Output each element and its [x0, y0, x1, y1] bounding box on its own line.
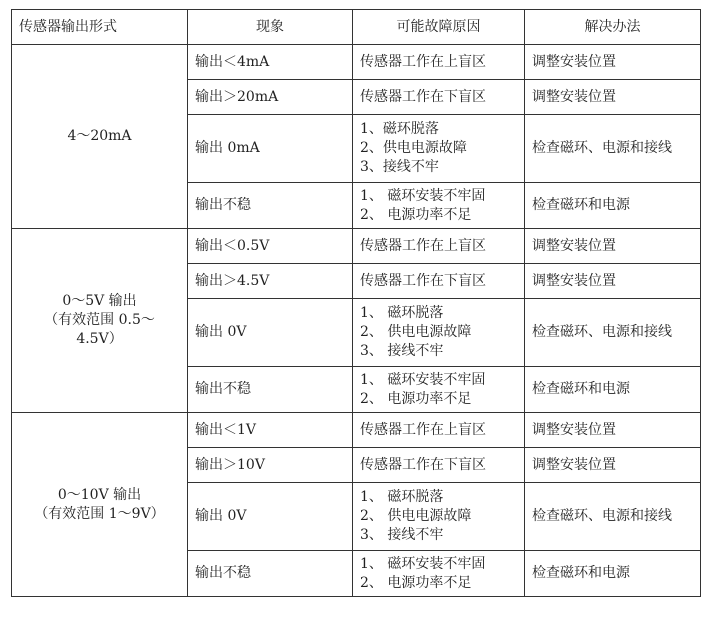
cause-cell: [353, 367, 525, 413]
solution-cell: 调整安装位置: [525, 80, 701, 115]
phenomenon-cell: 输出不稳: [188, 367, 353, 413]
troubleshooting-table: [11, 9, 701, 597]
output-type-line: （有效范围 1～9V）: [34, 505, 165, 522]
solution-cell: 调整安装位置: [525, 45, 701, 80]
cause-cell: [353, 483, 525, 551]
phenomenon-cell: 输出 0V: [188, 299, 353, 367]
phenomenon-cell: 输出＞4.5V: [188, 264, 353, 299]
cause-line: 1、 磁环脱落: [360, 305, 444, 321]
phenomenon-cell: 输出 0V: [188, 483, 353, 551]
solution-cell: 检查磁环和电源: [525, 183, 701, 229]
table-row: [12, 229, 701, 264]
solution-cell: 调整安装位置: [525, 413, 701, 448]
cause-line: 传感器工作在上盲区: [360, 237, 486, 254]
phenomenon-cell: 输出＜4mA: [188, 45, 353, 80]
cause-line: 传感器工作在下盲区: [360, 456, 486, 473]
phenomenon-cell: 输出＞10V: [188, 448, 353, 483]
cause-line: 1、 磁环安装不牢固: [360, 371, 486, 388]
solution-cell: 检查磁环和电源: [525, 367, 701, 413]
output-type-line: 0～5V 输出: [62, 293, 137, 309]
output-type-cell: [12, 45, 188, 229]
cause-line: 3、接线不牢: [360, 159, 439, 175]
solution-cell: 检查磁环、电源和接线: [525, 299, 701, 367]
header-solution: 解决办法: [525, 10, 701, 45]
table-body: [12, 45, 701, 597]
cause-line: 传感器工作在上盲区: [360, 53, 486, 70]
header-output-type: 传感器输出形式: [12, 10, 188, 45]
cause-cell: [353, 448, 525, 483]
cause-cell: [353, 551, 525, 597]
cause-line: 3、 接线不牢: [360, 527, 444, 543]
cause-line: 1、 磁环脱落: [360, 489, 444, 505]
cause-line: 2、 电源功率不足: [360, 574, 472, 591]
cause-cell: [353, 80, 525, 115]
header-possible-cause: 可能故障原因: [353, 10, 525, 45]
solution-cell: 检查磁环和电源: [525, 551, 701, 597]
cause-line: 传感器工作在上盲区: [360, 421, 486, 438]
phenomenon-cell: 输出不稳: [188, 551, 353, 597]
cause-line: 2、供电电源故障: [360, 140, 467, 156]
header-row: [12, 10, 701, 45]
phenomenon-cell: 输出不稳: [188, 183, 353, 229]
solution-cell: 调整安装位置: [525, 264, 701, 299]
cause-cell: [353, 115, 525, 183]
solution-cell: 调整安装位置: [525, 448, 701, 483]
cause-line: 3、 接线不牢: [360, 343, 444, 359]
phenomenon-cell: 输出＞20mA: [188, 80, 353, 115]
phenomenon-cell: 输出＜1V: [188, 413, 353, 448]
table-row: [12, 45, 701, 80]
cause-cell: [353, 229, 525, 264]
cause-cell: [353, 413, 525, 448]
header-phenomenon: 现象: [188, 10, 353, 45]
cause-line: 2、 供电电源故障: [360, 508, 472, 524]
cause-cell: [353, 45, 525, 80]
output-type-cell: [12, 229, 188, 413]
solution-cell: 检查磁环、电源和接线: [525, 115, 701, 183]
output-type-line: （有效范围 0.5～: [44, 312, 155, 328]
table-header: [12, 10, 701, 45]
phenomenon-cell: 输出 0mA: [188, 115, 353, 183]
output-type-line: 0～10V 输出: [57, 486, 142, 503]
solution-cell: 检查磁环、电源和接线: [525, 483, 701, 551]
cause-line: 传感器工作在下盲区: [360, 88, 486, 105]
solution-cell: 调整安装位置: [525, 229, 701, 264]
cause-cell: [353, 264, 525, 299]
cause-line: 2、 电源功率不足: [360, 390, 472, 407]
cause-line: 传感器工作在下盲区: [360, 272, 486, 289]
table-row: [12, 413, 701, 448]
phenomenon-cell: 输出＜0.5V: [188, 229, 353, 264]
output-type-line: 4.5V）: [76, 331, 123, 347]
cause-cell: [353, 183, 525, 229]
output-type-cell: [12, 413, 188, 597]
cause-line: 1、磁环脱落: [360, 121, 439, 137]
output-type-line: 4～20mA: [67, 128, 132, 144]
cause-cell: [353, 299, 525, 367]
cause-line: 2、 电源功率不足: [360, 206, 472, 223]
cause-line: 1、 磁环安装不牢固: [360, 187, 486, 204]
cause-line: 2、 供电电源故障: [360, 324, 472, 340]
cause-line: 1、 磁环安装不牢固: [360, 555, 486, 572]
